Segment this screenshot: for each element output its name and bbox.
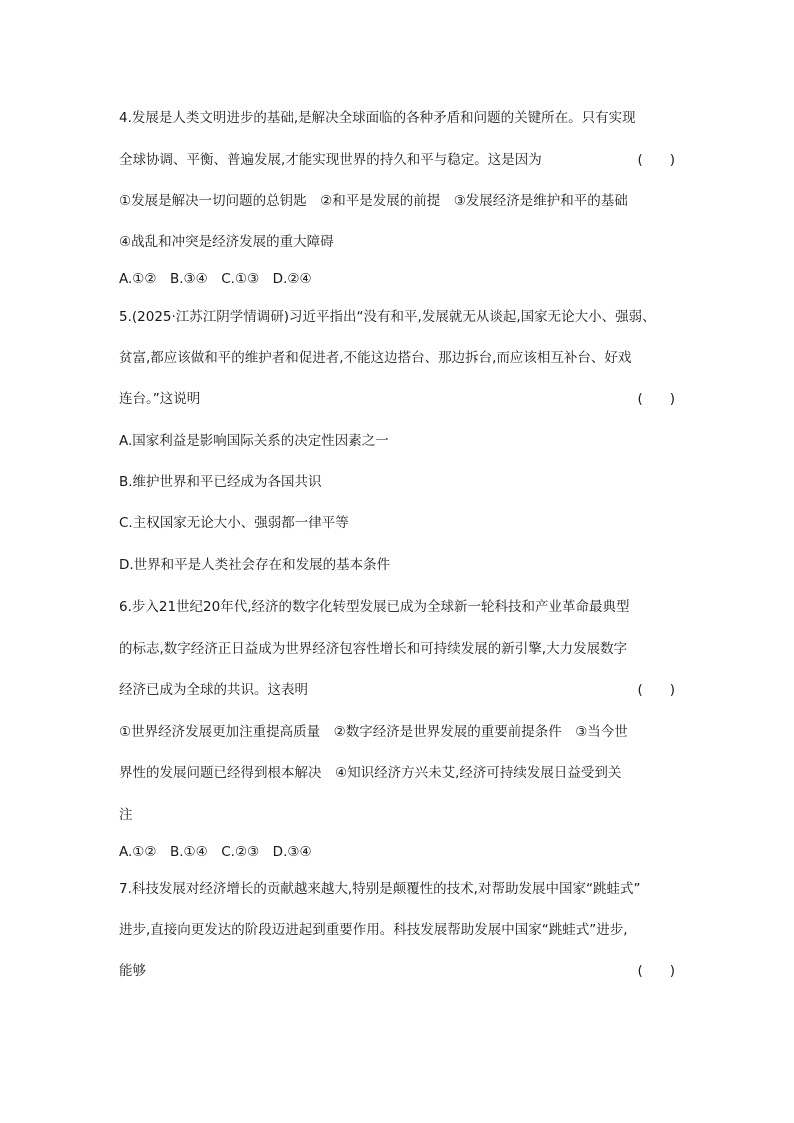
q6-option-line-2: 界性的发展问题已经得到根本解决 ④知识经济方兴未艾,经济可持续发展日益受到关 [119, 765, 622, 781]
q5-stem-line-1: 5.(2025·江苏江阴学情调研)习近平指出“没有和平,发展就无从谈起,国家无论大小、强弱、 [119, 309, 656, 325]
q7-stem-line-3: 能够 ( ) [119, 963, 675, 979]
q6-answer-choices: A.①② B.①④ C.②③ D.③④ [119, 844, 312, 860]
answer-paren: ( ) [637, 963, 675, 979]
answer-paren: ( ) [637, 391, 675, 407]
answer-paren: ( ) [637, 682, 675, 698]
q4-stem-line-2: 全球协调、平衡、普遍发展,才能实现世界的持久和平与稳定。这是因为 ( ) [119, 152, 675, 168]
q5-option-b: B.维护世界和平已经成为各国共识 [119, 474, 322, 490]
q5-option-d: D.世界和平是人类社会存在和发展的基本条件 [119, 557, 391, 573]
q6-option-line-3: 注 [119, 807, 133, 823]
q5-stem-line-3: 连台。”这说明 ( ) [119, 391, 675, 407]
q6-stem-line-2: 的标志,数字经济正日益成为世界经济包容性增长和可持续发展的新引擎,大力发展数字 [119, 641, 628, 657]
q4-answer-choices: A.①② B.③④ C.①③ D.②④ [119, 271, 312, 287]
q4-stem-line-1: 4.发展是人类文明进步的基础,是解决全球面临的各种矛盾和问题的关键所在。只有实现 [119, 110, 636, 126]
q6-stem-line-3: 经济已成为全球的共识。这表明 ( ) [119, 682, 675, 698]
q6-stem-line-1: 6.步入21世纪20年代,经济的数字化转型发展已成为全球新一轮科技和产业革命最典型 [119, 599, 630, 615]
q6-option-line-1: ①世界经济发展更加注重提高质量 ②数字经济是世界发展的重要前提条件 ③当今世 [119, 724, 628, 740]
answer-paren: ( ) [637, 152, 675, 168]
q7-stem-line-2: 进步,直接向更发达的阶段迈进起到重要作用。科技发展帮助发展中国家“跳蛙式”进步, [119, 922, 628, 938]
q5-option-a: A.国家利益是影响国际关系的决定性因素之一 [119, 433, 389, 449]
q5-stem-line-2: 贫富,都应该做和平的维护者和促进者,不能这边搭台、那边拆台,而应该相互补台、好戏 [119, 350, 632, 366]
q7-stem-line-1: 7.科技发展对经济增长的贡献越来越大,特别是颠覆性的技术,对帮助发展中国家“跳蛙式” [119, 881, 641, 897]
q4-option-line-1: ①发展是解决一切问题的总钥匙 ②和平是发展的前提 ③发展经济是维护和平的基础 [119, 193, 628, 209]
q5-option-c: C.主权国家无论大小、强弱都一律平等 [119, 515, 349, 531]
q4-option-line-2: ④战乱和冲突是经济发展的重大障碍 [119, 234, 334, 250]
